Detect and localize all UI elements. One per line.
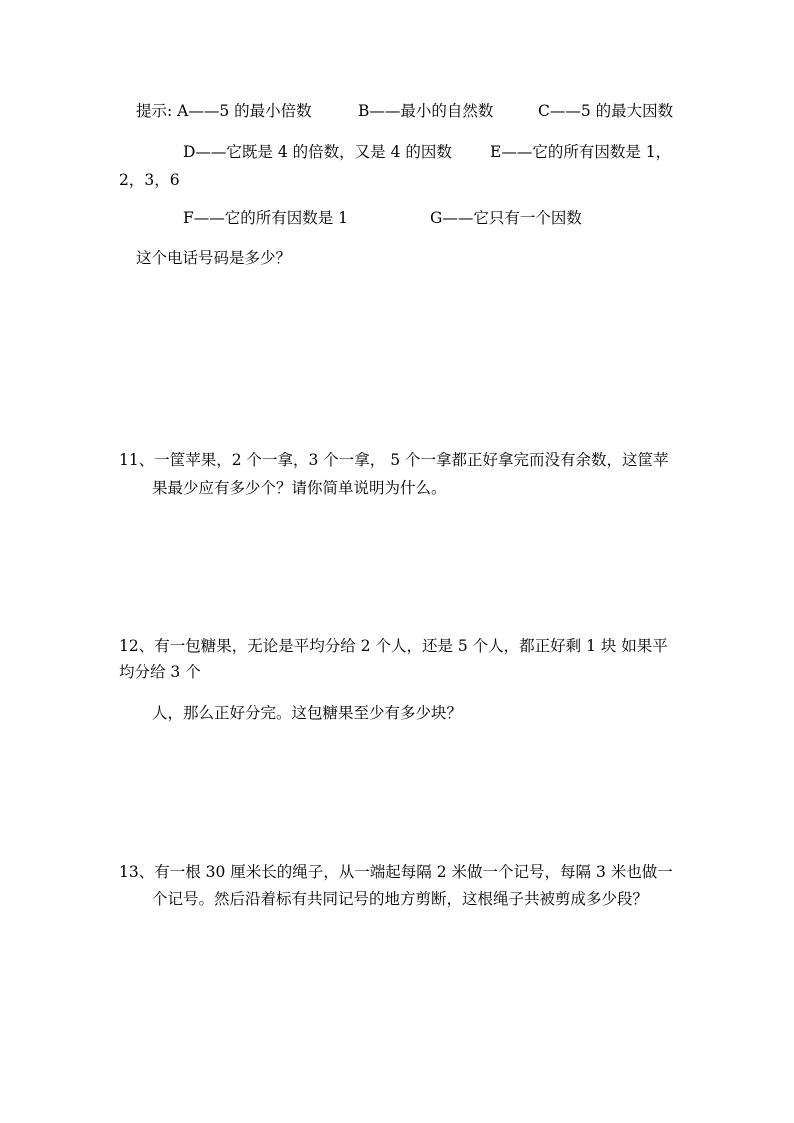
phone-number-question: 这个电话号码是多少？ — [136, 249, 292, 267]
problem-12-line2: 均分给 3 个 — [119, 663, 201, 681]
problem-13-line1: 13、有一根 30 厘米长的绳子，从一端起每隔 2 米做一个记号，每隔 3 米也做一 — [119, 863, 673, 881]
hint-f: F——它的所有因数是 1 — [183, 209, 349, 227]
hint-e-continuation: 2，3，6 — [119, 171, 180, 189]
hint-d: D——它既是 4 的倍数，又是 4 的因数 — [183, 143, 452, 161]
hint-c: C——5 的最大因数 — [538, 102, 674, 120]
hint-a: 提示: A——5 的最小倍数 — [136, 102, 312, 120]
problem-12-line3: 人，那么正好分完。这包糖果至少有多少块？ — [152, 704, 463, 722]
problem-12-line1: 12、有一包糖果，无论是平均分给 2 个人，还是 5 个人，都正好剩 1 块 如果平 — [119, 637, 668, 655]
hint-g: G——它只有一个因数 — [430, 209, 582, 227]
problem-11-line1: 11、一筐苹果，2 个一拿，3 个一拿， 5 个一拿都正好拿完而没有余数，这筐苹 — [119, 451, 669, 469]
problem-13-line2: 个记号。然后沿着标有共同记号的地方剪断，这根绳子共被剪成多少段？ — [152, 890, 649, 908]
problem-11-line2: 果最少应有多少个？请你简单说明为什么。 — [152, 479, 447, 497]
hint-e: E——它的所有因数是 1， — [490, 143, 672, 161]
hint-b: B——最小的自然数 — [358, 102, 494, 120]
